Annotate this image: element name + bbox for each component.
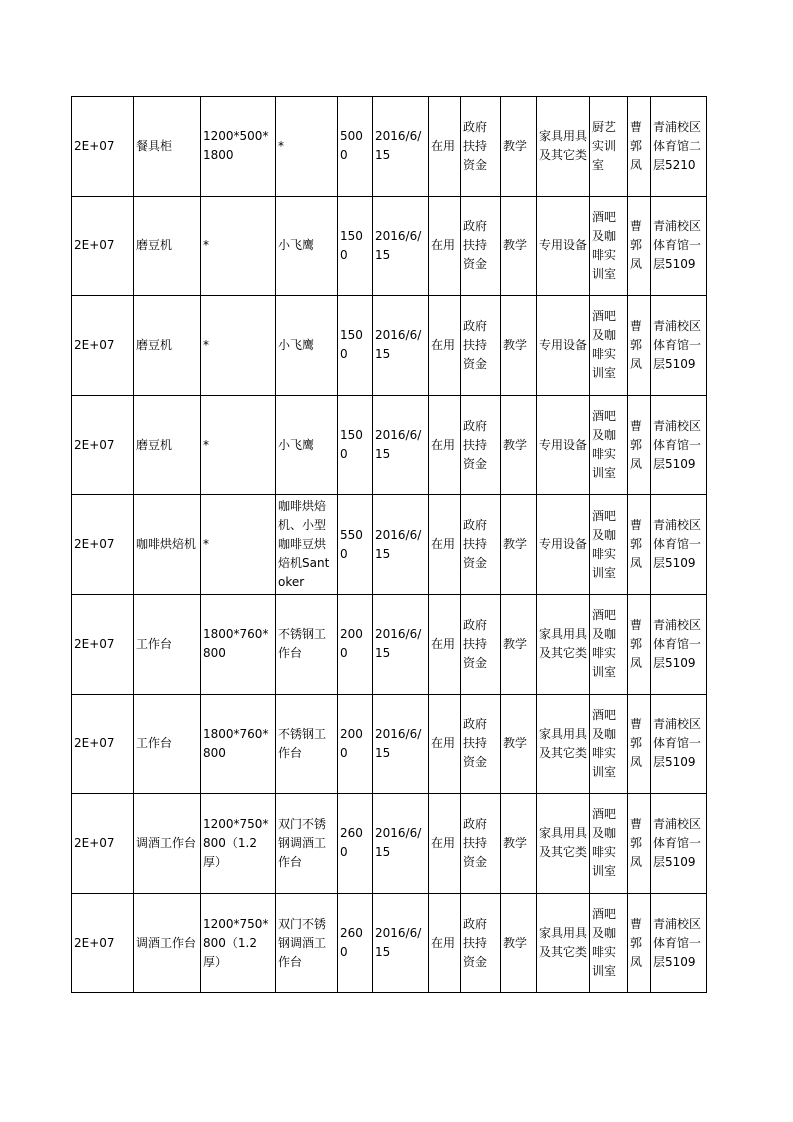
table-row — [72, 893, 707, 993]
date-cell: 2016/6/15 — [373, 694, 429, 794]
usage-cell: 教学 — [501, 694, 537, 794]
room-cell: 酒吧及咖啡实训室 — [590, 495, 628, 595]
asset-id-cell: 2E+07 — [72, 694, 134, 794]
model-cell: 小飞鹰 — [276, 395, 338, 495]
keeper-cell: 曹郭凤 — [628, 97, 651, 197]
price-cell: 1500 — [338, 395, 373, 495]
status-cell: 在用 — [429, 196, 461, 296]
category-cell: 家具用具及其它类 — [537, 893, 590, 993]
model-cell: 小飞鹰 — [276, 296, 338, 396]
date-cell: 2016/6/15 — [373, 495, 429, 595]
asset-name-cell: 工作台 — [134, 594, 201, 694]
keeper-cell: 曹郭凤 — [628, 594, 651, 694]
fund-source-cell: 政府扶持资金 — [461, 395, 501, 495]
asset-id-cell: 2E+07 — [72, 97, 134, 197]
category-cell: 家具用具及其它类 — [537, 694, 590, 794]
category-cell: 专用设备 — [537, 196, 590, 296]
asset-id-cell: 2E+07 — [72, 794, 134, 894]
room-cell: 酒吧及咖啡实训室 — [590, 196, 628, 296]
usage-cell: 教学 — [501, 594, 537, 694]
room-cell: 厨艺实训室 — [590, 97, 628, 197]
spec-cell: * — [201, 196, 276, 296]
status-cell: 在用 — [429, 594, 461, 694]
status-cell: 在用 — [429, 794, 461, 894]
model-cell: 不锈钢工作台 — [276, 594, 338, 694]
usage-cell: 教学 — [501, 893, 537, 993]
keeper-cell: 曹郭凤 — [628, 694, 651, 794]
date-cell: 2016/6/15 — [373, 794, 429, 894]
asset-id-cell: 2E+07 — [72, 395, 134, 495]
fund-source-cell: 政府扶持资金 — [461, 893, 501, 993]
table-row — [72, 196, 707, 296]
keeper-cell: 曹郭凤 — [628, 296, 651, 396]
date-cell: 2016/6/15 — [373, 296, 429, 396]
category-cell: 专用设备 — [537, 296, 590, 396]
table-row — [72, 495, 707, 595]
asset-name-cell: 调酒工作台 — [134, 893, 201, 993]
table-row — [72, 97, 707, 197]
status-cell: 在用 — [429, 296, 461, 396]
asset-table — [71, 96, 707, 993]
model-cell: 小飞鹰 — [276, 196, 338, 296]
status-cell: 在用 — [429, 395, 461, 495]
category-cell: 专用设备 — [537, 395, 590, 495]
keeper-cell: 曹郭凤 — [628, 196, 651, 296]
category-cell: 家具用具及其它类 — [537, 97, 590, 197]
table-row — [72, 694, 707, 794]
location-cell: 青浦校区体育馆一层5109 — [651, 893, 707, 993]
fund-source-cell: 政府扶持资金 — [461, 296, 501, 396]
price-cell: 5500 — [338, 495, 373, 595]
asset-name-cell: 磨豆机 — [134, 395, 201, 495]
spec-cell: * — [201, 395, 276, 495]
table-row — [72, 594, 707, 694]
asset-id-cell: 2E+07 — [72, 196, 134, 296]
location-cell: 青浦校区体育馆一层5109 — [651, 495, 707, 595]
date-cell: 2016/6/15 — [373, 594, 429, 694]
fund-source-cell: 政府扶持资金 — [461, 97, 501, 197]
date-cell: 2016/6/15 — [373, 893, 429, 993]
room-cell: 酒吧及咖啡实训室 — [590, 594, 628, 694]
model-cell: * — [276, 97, 338, 197]
category-cell: 家具用具及其它类 — [537, 594, 590, 694]
model-cell: 双门不锈钢调酒工作台 — [276, 893, 338, 993]
date-cell: 2016/6/15 — [373, 196, 429, 296]
table-body — [72, 97, 707, 993]
spec-cell: 1200*750*800（1.2厚） — [201, 893, 276, 993]
spec-cell: 1200*750*800（1.2厚） — [201, 794, 276, 894]
table-row — [72, 794, 707, 894]
model-cell: 双门不锈钢调酒工作台 — [276, 794, 338, 894]
date-cell: 2016/6/15 — [373, 395, 429, 495]
room-cell: 酒吧及咖啡实训室 — [590, 893, 628, 993]
room-cell: 酒吧及咖啡实训室 — [590, 395, 628, 495]
status-cell: 在用 — [429, 495, 461, 595]
room-cell: 酒吧及咖啡实训室 — [590, 794, 628, 894]
asset-name-cell: 咖啡烘焙机 — [134, 495, 201, 595]
asset-name-cell: 磨豆机 — [134, 296, 201, 396]
spec-cell: * — [201, 296, 276, 396]
usage-cell: 教学 — [501, 395, 537, 495]
date-cell: 2016/6/15 — [373, 97, 429, 197]
location-cell: 青浦校区体育馆一层5109 — [651, 594, 707, 694]
price-cell: 1500 — [338, 296, 373, 396]
price-cell: 2600 — [338, 893, 373, 993]
status-cell: 在用 — [429, 694, 461, 794]
usage-cell: 教学 — [501, 97, 537, 197]
keeper-cell: 曹郭凤 — [628, 893, 651, 993]
keeper-cell: 曹郭凤 — [628, 794, 651, 894]
category-cell: 专用设备 — [537, 495, 590, 595]
status-cell: 在用 — [429, 893, 461, 993]
location-cell: 青浦校区体育馆一层5109 — [651, 296, 707, 396]
usage-cell: 教学 — [501, 495, 537, 595]
asset-id-cell: 2E+07 — [72, 893, 134, 993]
fund-source-cell: 政府扶持资金 — [461, 196, 501, 296]
fund-source-cell: 政府扶持资金 — [461, 794, 501, 894]
usage-cell: 教学 — [501, 196, 537, 296]
price-cell: 2000 — [338, 594, 373, 694]
price-cell: 2600 — [338, 794, 373, 894]
location-cell: 青浦校区体育馆一层5109 — [651, 794, 707, 894]
spec-cell: 1800*760*800 — [201, 694, 276, 794]
usage-cell: 教学 — [501, 794, 537, 894]
model-cell: 咖啡烘焙机、小型咖啡豆烘焙机Santoker — [276, 495, 338, 595]
fund-source-cell: 政府扶持资金 — [461, 594, 501, 694]
room-cell: 酒吧及咖啡实训室 — [590, 296, 628, 396]
category-cell: 家具用具及其它类 — [537, 794, 590, 894]
asset-id-cell: 2E+07 — [72, 296, 134, 396]
asset-name-cell: 餐具柜 — [134, 97, 201, 197]
status-cell: 在用 — [429, 97, 461, 197]
price-cell: 2000 — [338, 694, 373, 794]
spec-cell: * — [201, 495, 276, 595]
keeper-cell: 曹郭凤 — [628, 495, 651, 595]
spec-cell: 1800*760*800 — [201, 594, 276, 694]
price-cell: 5000 — [338, 97, 373, 197]
spec-cell: 1200*500*1800 — [201, 97, 276, 197]
asset-name-cell: 磨豆机 — [134, 196, 201, 296]
location-cell: 青浦校区体育馆二层5210 — [651, 97, 707, 197]
asset-id-cell: 2E+07 — [72, 495, 134, 595]
usage-cell: 教学 — [501, 296, 537, 396]
price-cell: 1500 — [338, 196, 373, 296]
location-cell: 青浦校区体育馆一层5109 — [651, 196, 707, 296]
fund-source-cell: 政府扶持资金 — [461, 495, 501, 595]
table-row — [72, 296, 707, 396]
table-row — [72, 395, 707, 495]
keeper-cell: 曹郭凤 — [628, 395, 651, 495]
model-cell: 不锈钢工作台 — [276, 694, 338, 794]
asset-id-cell: 2E+07 — [72, 594, 134, 694]
location-cell: 青浦校区体育馆一层5109 — [651, 395, 707, 495]
room-cell: 酒吧及咖啡实训室 — [590, 694, 628, 794]
fund-source-cell: 政府扶持资金 — [461, 694, 501, 794]
asset-name-cell: 工作台 — [134, 694, 201, 794]
location-cell: 青浦校区体育馆一层5109 — [651, 694, 707, 794]
asset-name-cell: 调酒工作台 — [134, 794, 201, 894]
